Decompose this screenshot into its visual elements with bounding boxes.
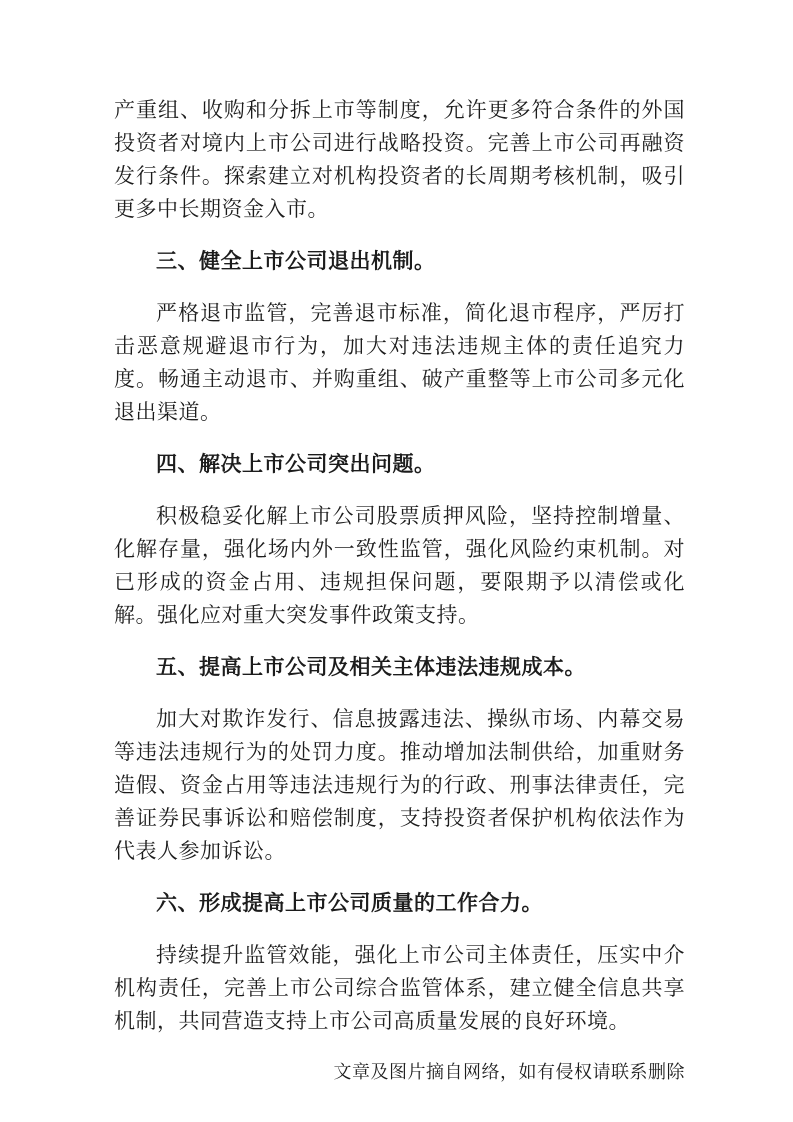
continuation-paragraph: 产重组、收购和分拆上市等制度，允许更多符合条件的外国投资者对境内上市公司进行战略投资。完善上市公司再融资发行条件。探索建立对机构投资者的长周期考核机制，吸引更多中长期资金入市。 bbox=[114, 98, 685, 221]
section-body-5: 加大对欺诈发行、信息披露违法、操纵市场、内幕交易等违法违规行为的处罚力度。推动增加法制供给，加重财务造假、资金占用等违法违规行为的行政、刑事法律责任，完善证券民事诉讼和赔偿制度，支持投资者保护机构依法作为代表人参加诉讼。 bbox=[114, 707, 685, 863]
section-body-4: 积极稳妥化解上市公司股票质押风险，坚持控制增量、化解存量，强化场内外一致性监管，强化风险约束机制。对已形成的资金占用、违规担保问题，要限期予以清偿或化解。强化应对重大突发事件政策支持。 bbox=[114, 504, 685, 627]
section-heading-4: 四、解决上市公司突出问题。 bbox=[156, 453, 436, 476]
section-body-3: 严格退市监管，完善退市标准，简化退市程序，严厉打击恶意规避退市行为，加大对违法违规主体的责任追究力度。畅通主动退市、并购重组、破产重整等上市公司多元化退出渠道。 bbox=[114, 301, 685, 424]
section-heading-5: 五、提高上市公司及相关主体违法违规成本。 bbox=[156, 656, 586, 679]
section-heading-3: 三、健全上市公司退出机制。 bbox=[156, 250, 436, 273]
section-body-6: 持续提升监管效能，强化上市公司主体责任，压实中介机构责任，完善上市公司综合监管体系，建立健全信息共享机制，共同营造支持上市公司高质量发展的良好环境。 bbox=[114, 943, 685, 1033]
section-heading-6: 六、形成提高上市公司质量的工作合力。 bbox=[156, 892, 543, 915]
source-attribution-note: 文章及图片摘自网络，如有侵权请联系删除 bbox=[333, 1062, 685, 1082]
